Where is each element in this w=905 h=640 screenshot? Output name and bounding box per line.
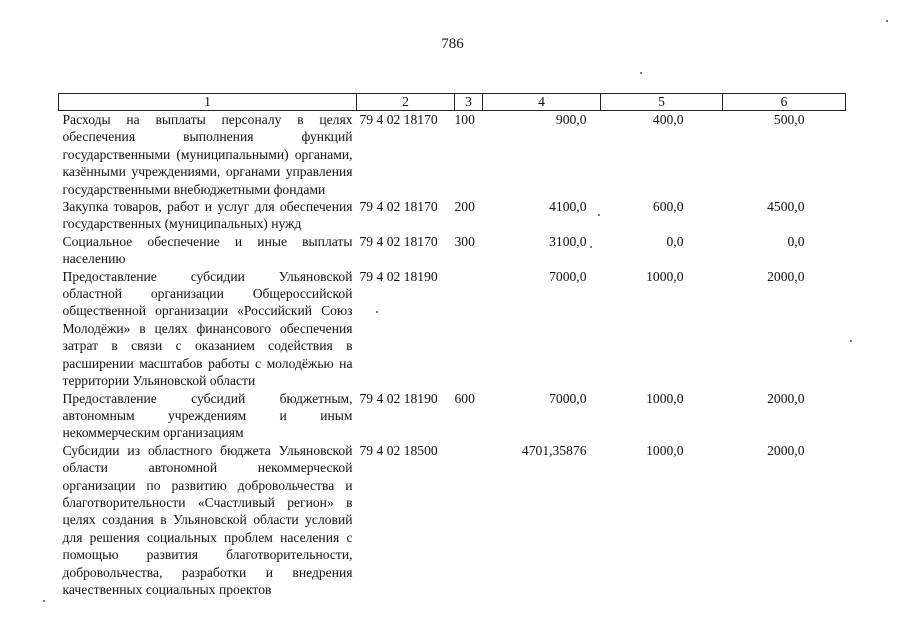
row-value-col6: 4500,0 bbox=[767, 199, 805, 215]
header-row bbox=[59, 94, 846, 111]
row-target-code: 79 4 02 18190 bbox=[359, 268, 438, 284]
row-description: Предоставление субсидий бюджетным, автономным учреждениям и иным некоммерческим организациям bbox=[62, 390, 353, 441]
row-value-col6: 2000,0 bbox=[767, 268, 805, 284]
col-header-6: 6 bbox=[723, 94, 846, 111]
row-value-col4: 900,0 bbox=[555, 112, 587, 127]
row-description: Закупка товаров, работ и услуг для обеспечения государственных (муниципальных) нужд bbox=[62, 199, 353, 232]
row-expense-type: 100 bbox=[454, 112, 475, 127]
row-value-col4: 7000,0 bbox=[549, 390, 587, 406]
row-target-code: 79 4 02 18170 bbox=[359, 199, 438, 215]
table-row bbox=[59, 198, 846, 233]
table-row bbox=[59, 111, 846, 199]
row-expense-type bbox=[455, 442, 483, 599]
budget-table bbox=[58, 93, 846, 598]
row-value-col5: 400,0 bbox=[652, 112, 684, 127]
row-target-code: 79 4 02 18170 bbox=[359, 112, 438, 127]
table-body bbox=[59, 111, 846, 599]
row-target-code: 79 4 02 18190 bbox=[359, 390, 438, 406]
row-value-col4: 7000,0 bbox=[549, 268, 587, 284]
table-row bbox=[59, 268, 846, 390]
col-header-1: 1 bbox=[59, 94, 357, 111]
table-header bbox=[59, 94, 846, 111]
row-value-col4: 3100,0 bbox=[549, 233, 587, 249]
row-value-col6: 500,0 bbox=[773, 112, 805, 127]
row-expense-type: 300 bbox=[454, 233, 475, 249]
row-expense-type: 600 bbox=[454, 390, 475, 406]
row-value-col5: 1000,0 bbox=[646, 442, 684, 458]
col-header-3: 3 bbox=[455, 94, 483, 111]
row-target-code: 79 4 02 18500 bbox=[359, 442, 438, 458]
scan-speck bbox=[850, 340, 852, 342]
scan-speck bbox=[43, 600, 45, 602]
table-row bbox=[59, 390, 846, 442]
row-value-col6: 0,0 bbox=[787, 233, 805, 249]
page-number: 786 bbox=[441, 36, 464, 52]
row-value-col5: 1000,0 bbox=[646, 268, 684, 284]
row-expense-type bbox=[455, 268, 483, 390]
row-value-col4: 4701,35876 bbox=[521, 442, 587, 458]
scan-speck bbox=[590, 246, 592, 248]
col-header-4: 4 bbox=[483, 94, 601, 111]
table-row bbox=[59, 442, 846, 599]
row-value-col5: 600,0 bbox=[652, 199, 684, 215]
table-row bbox=[59, 233, 846, 268]
row-value-col6: 2000,0 bbox=[767, 390, 805, 406]
row-description: Субсидии из областного бюджета Ульяновской области автономной некоммерческой организации по развитию добровольчества и благотворительности «Счастливый регион» в целях создания в Ульяновской области условий для решения социальных проблем населения с помощью развития благотворительности, добровольчества, разработки и внедрения качественных социальных проектов bbox=[62, 442, 353, 597]
row-value-col4: 4100,0 bbox=[549, 199, 587, 215]
row-expense-type: 200 bbox=[454, 199, 475, 215]
row-target-code: 79 4 02 18170 bbox=[359, 233, 438, 249]
row-value-col5: 1000,0 bbox=[646, 390, 684, 406]
scan-speck bbox=[598, 214, 600, 216]
row-value-col6: 2000,0 bbox=[767, 442, 805, 458]
row-description: Предоставление субсидии Ульяновской областной организации Общероссийской общественной организации «Российский Союз Молодёжи» в целях финансового обеспечения затрат в связи с оказанием содействия в расширении масштабов работы с молодёжью на территории Ульяновской области bbox=[62, 268, 353, 389]
row-description: Расходы на выплаты персоналу в целях обеспечения выполнения функций государственными (муниципальными) органами, казёнными учреждениями, органами управления государственными внебюджетными фондами bbox=[62, 112, 353, 197]
scan-speck bbox=[886, 20, 888, 22]
row-value-col5: 0,0 bbox=[666, 233, 684, 249]
col-header-5: 5 bbox=[601, 94, 723, 111]
scan-speck bbox=[376, 311, 378, 313]
col-header-2: 2 bbox=[357, 94, 455, 111]
scan-speck bbox=[640, 72, 642, 74]
row-description: Социальное обеспечение и иные выплаты населению bbox=[62, 233, 353, 267]
